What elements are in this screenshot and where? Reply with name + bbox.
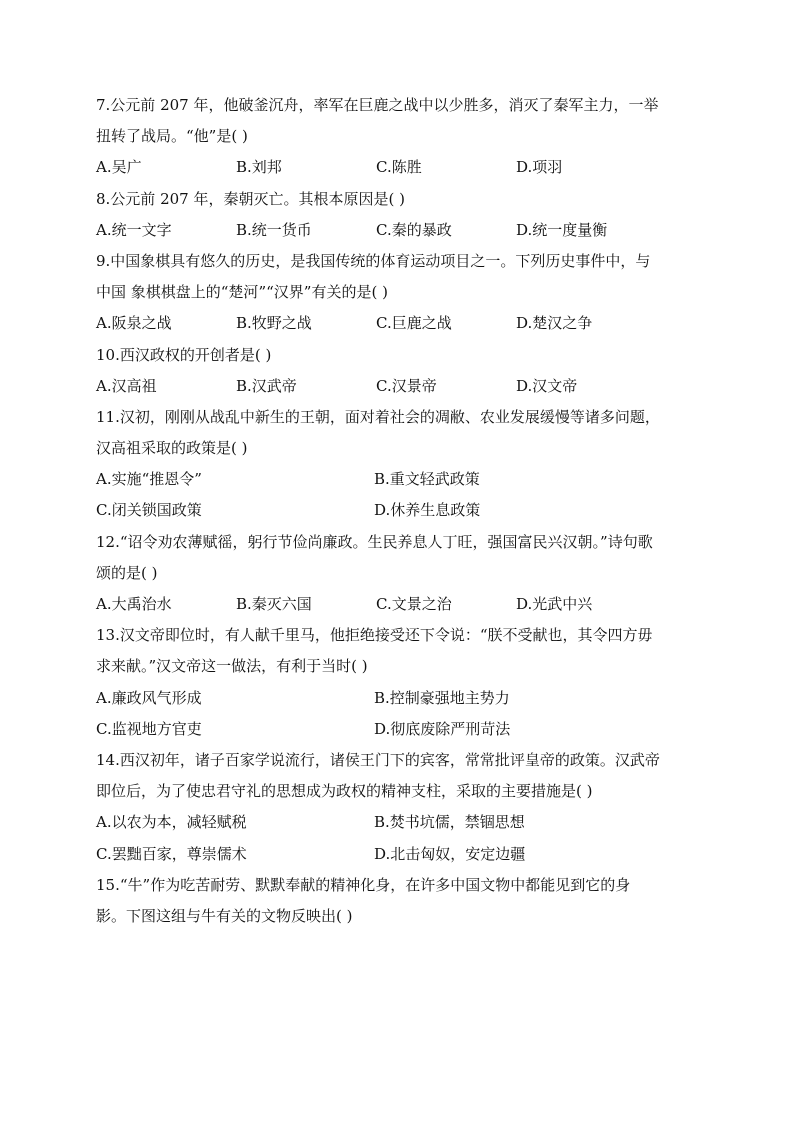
option-b[interactable]: B.统一货币 bbox=[236, 220, 312, 239]
question-stem-line: 9.中国象棋具有悠久的历史，是我国传统的体育运动项目之一。下列历史事件中，与 bbox=[96, 251, 651, 270]
question-stem-line: 15.“牛”作为吃苦耐劳、默默奉献的精神化身，在许多中国文物中都能见到它的身 bbox=[96, 875, 631, 894]
option-c[interactable]: C.汉景帝 bbox=[376, 376, 437, 395]
option-d[interactable]: D.北击匈奴，安定边疆 bbox=[374, 844, 526, 863]
question-14 bbox=[96, 745, 696, 870]
question-stem-line: 12.“诏令劝农薄赋徭，躬行节俭尚廉政。生民养息人丁旺，强国富民兴汉朝。”诗句歌 bbox=[96, 532, 653, 551]
question-8 bbox=[96, 184, 696, 246]
question-stem-line: 汉高祖采取的政策是( ) bbox=[96, 439, 248, 458]
option-d[interactable]: D.楚汉之争 bbox=[516, 314, 593, 333]
question-stem-line: 颂的是( ) bbox=[96, 563, 158, 582]
question-stem-line: 10.西汉政权的开创者是( ) bbox=[96, 345, 272, 364]
question-stem-line: 7.公元前 207 年，他破釜沉舟，率军在巨鹿之战中以少胜多，消灭了秦军主力，一举 bbox=[96, 96, 659, 114]
question-stem-line: 扭转了战局。“他”是( ) bbox=[96, 127, 248, 146]
option-d[interactable]: D.项羽 bbox=[516, 158, 563, 177]
option-a[interactable]: A.吴广 bbox=[96, 158, 142, 177]
option-c[interactable]: C.文景之治 bbox=[376, 595, 452, 613]
question-stem-line: 11.汉初，刚刚从战乱中新生的王朝，面对着社会的凋敝、农业发展缓慢等诸多问题， bbox=[96, 407, 660, 426]
question-11 bbox=[96, 402, 696, 527]
question-stem-line: 14.西汉初年，诸子百家学说流行，诸侯王门下的宾客，常常批评皇帝的政策。汉武帝 bbox=[96, 750, 660, 769]
option-c[interactable]: C.监视地方官吏 bbox=[96, 719, 202, 738]
option-c[interactable]: C.秦的暴政 bbox=[376, 220, 452, 239]
option-c[interactable]: C.闭关锁国政策 bbox=[96, 501, 202, 520]
option-b[interactable]: B.焚书坑儒，禁锢思想 bbox=[374, 813, 525, 832]
option-c[interactable]: C.陈胜 bbox=[376, 158, 422, 177]
question-7 bbox=[96, 90, 696, 184]
option-a[interactable]: A.廉政风气形成 bbox=[96, 688, 202, 707]
option-d[interactable]: D.彻底废除严刑苛法 bbox=[374, 719, 511, 738]
option-row bbox=[96, 683, 696, 714]
question-12 bbox=[96, 527, 696, 621]
option-a[interactable]: A.阪泉之战 bbox=[96, 314, 172, 333]
option-row bbox=[96, 589, 696, 620]
question-9 bbox=[96, 246, 696, 340]
option-a[interactable]: A.统一文字 bbox=[96, 220, 172, 239]
option-b[interactable]: B.重文轻武政策 bbox=[374, 470, 480, 489]
option-a[interactable]: A.大禹治水 bbox=[96, 595, 172, 613]
option-b[interactable]: B.刘邦 bbox=[236, 158, 282, 177]
option-a[interactable]: A.以农为本，减轻赋税 bbox=[96, 813, 247, 832]
option-a[interactable]: A.实施“推恩令” bbox=[96, 470, 202, 489]
option-row bbox=[96, 464, 696, 495]
question-stem-line: 13.汉文帝即位时，有人献千里马，他拒绝接受还下令说：“朕不受献也，其令四方毋 bbox=[96, 626, 653, 645]
option-row bbox=[96, 495, 696, 526]
question-stem-line: 求来献。”汉文帝这一做法，有利于当时( ) bbox=[96, 657, 368, 676]
option-c[interactable]: C.罢黜百家，尊崇儒术 bbox=[96, 844, 247, 863]
option-row bbox=[96, 371, 696, 402]
option-d[interactable]: D.休养生息政策 bbox=[374, 501, 481, 520]
option-d[interactable]: D.汉文帝 bbox=[516, 376, 578, 395]
question-10 bbox=[96, 340, 696, 402]
option-row bbox=[96, 215, 696, 246]
option-row bbox=[96, 807, 696, 838]
option-c[interactable]: C.巨鹿之战 bbox=[376, 314, 452, 333]
question-13 bbox=[96, 620, 696, 745]
question-stem-line: 中国 象棋棋盘上的“楚河”“汉界”有关的是( ) bbox=[96, 283, 388, 302]
option-row bbox=[96, 308, 696, 339]
question-stem-line: 8.公元前 207 年，秦朝灭亡。其根本原因是( ) bbox=[96, 189, 405, 208]
option-row bbox=[96, 839, 696, 870]
option-d[interactable]: D.统一度量衡 bbox=[516, 220, 608, 239]
question-stem-line: 即位后，为了使忠君守礼的思想成为政权的精神支柱，采取的主要措施是( ) bbox=[96, 782, 593, 801]
question-15 bbox=[96, 870, 696, 932]
question-stem-line: 影。下图这组与牛有关的文物反映出( ) bbox=[96, 906, 353, 925]
option-b[interactable]: B.牧野之战 bbox=[236, 314, 312, 333]
option-d[interactable]: D.光武中兴 bbox=[516, 595, 593, 613]
option-b[interactable]: B.秦灭六国 bbox=[236, 595, 312, 613]
option-a[interactable]: A.汉高祖 bbox=[96, 376, 157, 395]
option-b[interactable]: B.控制豪强地主势力 bbox=[374, 688, 510, 707]
option-row bbox=[96, 714, 696, 745]
option-row bbox=[96, 152, 696, 183]
exam-document bbox=[96, 90, 696, 932]
option-b[interactable]: B.汉武帝 bbox=[236, 376, 297, 395]
